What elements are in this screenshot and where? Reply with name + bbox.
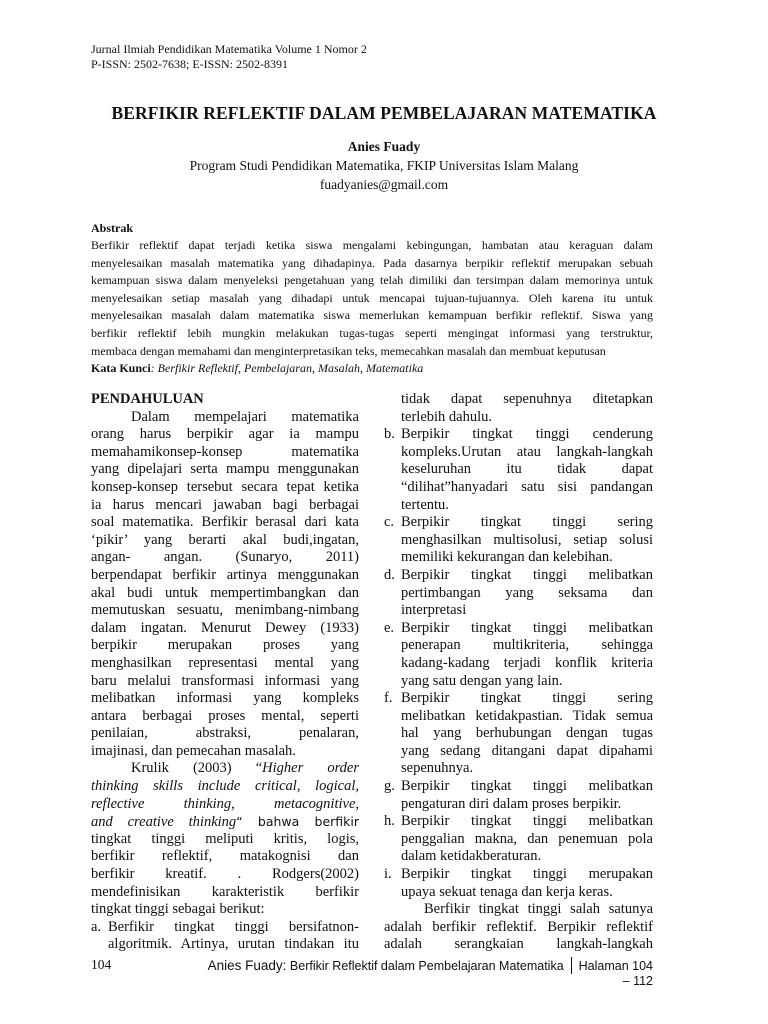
- list-item-d: d. Berpikir tingkat tinggi melibatkan: [384, 566, 653, 583]
- journal-issn: P-ISSN: 2502-7638; E-ISSN: 2502-8391: [91, 57, 289, 71]
- body-line: ia harus mencari jawaban bagi berbagai: [91, 496, 359, 513]
- abstract-line: menyelesaikan setiap masalah yang dihadapi untuk mencapai tujuan-tujuannya. Oleh karena itu untuk: [91, 290, 653, 305]
- list-item-line: kompleks.Urutan atau langkah-langkah: [401, 443, 653, 460]
- body-line: adalah serangkaian langkah-langkah: [384, 936, 653, 953]
- body-line: Berfikir tingkat tinggi salah satunya: [424, 901, 653, 918]
- body-line: tingkat tinggi meliputi kritis, logis,: [91, 830, 359, 847]
- list-item-a-line: terlebih dahulu.: [401, 408, 493, 425]
- list-item-f: f. Berpikir tingkat tinggi sering: [384, 690, 653, 707]
- list-item-line: penggalian makna, dan penemuan pola: [401, 830, 653, 847]
- abstract-line: menyelesaikan masalah dalam matematika siswa memerlukan kemampuan berfikir reflektif. Siswa yang: [91, 308, 653, 323]
- body-line: angan- angan. (Sunaryo, 2011): [91, 549, 359, 566]
- body-line: berfikir reflektif, matakognisi dan: [91, 848, 359, 865]
- body-line: [91, 760, 359, 778]
- list-label: a.: [91, 918, 102, 935]
- abstract-line: menyelesaikan masalah matematika yang dihadapinya. Pada dasarnya berpikir reflektif merupakan sebuah: [91, 255, 653, 270]
- list-item-line: memiliki kekurangan dan kelebihan.: [401, 549, 613, 566]
- list-item-line: melibatkan ketidakpastian. Tidak semua: [401, 707, 653, 724]
- list-item-line: pertimbangan yang seksama dan: [401, 584, 653, 601]
- body-line: yang dipelajari serta mampu menggunakan: [91, 461, 359, 478]
- abstract-line: Berfikir reflektif dapat terjadi ketika siswa mengalami kebingungan, hambatan atau keraguan dalam: [91, 238, 653, 252]
- list-label: g.: [384, 778, 395, 795]
- list-item-line: dalam ketidakberaturan.: [401, 848, 542, 865]
- body-line: berpikir merupakan proses yang: [91, 637, 359, 654]
- list-item-line: kadang-kadang terjadi konflik kriteria: [401, 654, 653, 671]
- abstract-line: kemampuan siswa dalam menyeleksi pengetahuan yang telah dimiliki dan tersimpan dalam memorinya untuk: [91, 273, 653, 288]
- quote-text: and creative thinking: [91, 814, 237, 831]
- list-item-line: upaya sekuat tenaga dan kerja keras.: [401, 883, 613, 900]
- body-line: adalah berfikir reflektif. Berpikir reflektif: [384, 918, 653, 935]
- list-item-e: e. Berpikir tingkat tinggi melibatkan: [384, 619, 653, 636]
- body-line: berpendapat berfikir artinya menggunakan: [91, 566, 359, 583]
- body-line: mendefinisikan karakteristik berfikir: [91, 883, 359, 900]
- list-label: c.: [384, 514, 395, 531]
- list-item-line: sepenuhnya.: [401, 760, 474, 777]
- body-line: melibatkan informasi yang kompleks: [91, 690, 359, 707]
- body-line: konsep-konsep tersebut secara tepat ketika: [91, 478, 359, 495]
- footer-article: Berfikir Reflektif dalam Pembelajaran Matematika: [289, 959, 564, 973]
- list-item-line: yang sedang ditangani dapat dipahami: [401, 742, 653, 759]
- abstract-line: berfikir reflektif lebih mungkin melakukan tugas-tugas seperti mengingat informasi yang terstruktur,: [91, 325, 653, 340]
- body-text: “ bahwa berfikir: [236, 814, 359, 830]
- list-label: f.: [384, 690, 393, 707]
- list-item-line: penerapan multikriteria, sehingga: [401, 637, 653, 654]
- footer-pages: Halaman 104 – 112: [578, 959, 653, 988]
- body-line: ‘pikir’ yang berarti akal budi,ingatan,: [91, 531, 359, 548]
- paper-title: BERFIKIR REFLEKTIF DALAM PEMBELAJARAN MATEMATIKA: [111, 103, 657, 123]
- list-item-line: hal yang berhubungan dengan tugas: [401, 725, 653, 742]
- list-item-b: b. Berpikir tingkat tinggi cenderung: [384, 426, 653, 443]
- list-label: b.: [384, 426, 395, 443]
- abstract-body: [91, 237, 653, 360]
- list-item-line: tertentu.: [401, 496, 449, 513]
- body-line: antara berbagai proses mental, seperti: [91, 707, 359, 724]
- list-item-a: a. Berfikir tingkat tinggi bersifatnon-: [91, 918, 359, 935]
- left-column: [91, 391, 359, 954]
- list-item-c: c. Berpikir tingkat tinggi sering: [384, 514, 653, 531]
- footer-divider: [571, 957, 572, 974]
- section-heading: PENDAHULUAN: [91, 391, 204, 407]
- journal-header: [91, 42, 367, 72]
- abstract-line: membaca dengan memahami dan menginterpretasikan teks, memecahkan masalah dan membuat keputusan: [91, 343, 606, 358]
- body-line: menghasilkan representasi mental yang: [91, 654, 359, 671]
- body-line: dalam ingatan. Menurut Dewey (1933): [91, 619, 359, 636]
- body-line: berfikir kreatif. . Rodgers(2002): [91, 866, 359, 883]
- list-item-line: interpretasi: [401, 602, 467, 619]
- list-item-a-line: tidak dapat sepenuhnya ditetapkan: [401, 391, 653, 407]
- list-label: i.: [384, 866, 392, 883]
- body-line: penilaian, abstraksi, penalaran,: [91, 725, 359, 742]
- quote-text: Higher order: [262, 760, 359, 777]
- body-line: baru melalui transformasi informasi yang: [91, 672, 359, 689]
- list-item-line: menghasilkan multisolusi, setiap solusi: [401, 531, 653, 548]
- quote-line: reflective thinking, metacognitive,: [91, 795, 359, 812]
- body-line: memutuskan sesuatu, menimbang-nimbang: [91, 602, 359, 619]
- right-column: [384, 391, 653, 954]
- list-item-line: keseluruhan itu tidak dapat: [401, 461, 653, 478]
- body-line: tingkat tinggi sebagai berikut:: [91, 901, 265, 918]
- list-item-a-line: algoritmik. Artinya, urutan tindakan itu: [108, 936, 359, 953]
- quote-line: thinking skills include critical, logical,: [91, 778, 359, 795]
- running-footer: [200, 957, 653, 988]
- list-label: e.: [384, 619, 395, 636]
- list-label: d.: [384, 566, 395, 583]
- list-item-h: h. Berpikir tingkat tinggi melibatkan: [384, 813, 653, 830]
- body-line: Dalam mempelajari matematika: [131, 408, 359, 425]
- list-item-line: “dilihat”hanyadari satu sisi pandangan: [401, 478, 653, 495]
- keywords-label: Kata Kunci: [91, 361, 151, 375]
- list-item-i: i. Berpikir tingkat tinggi merupakan: [384, 866, 653, 883]
- list-item-line: pengaturan diri dalam proses berpikir.: [401, 795, 622, 812]
- list-label: h.: [384, 813, 395, 830]
- author-affiliation: Program Studi Pendidikan Matematika, FKIP Universitas Islam Malang: [189, 158, 579, 173]
- author-info: [0, 156, 768, 194]
- author-name: Anies Fuady: [347, 139, 421, 154]
- body-line: imajinasi, dan pemecahan masalah.: [91, 742, 296, 759]
- footer-author: Anies Fuady:: [207, 958, 287, 973]
- citation: Krulik (2003) “: [131, 760, 263, 777]
- abstract-heading: Abstrak: [91, 221, 134, 235]
- journal-name: Jurnal Ilmiah Pendidikan Matematika Volume 1 Nomor 2: [91, 42, 367, 56]
- author-email: fuadyanies@gmail.com: [319, 177, 449, 192]
- body-line: akal budi untuk mempertimbangkan dan: [91, 584, 359, 601]
- body-line: [91, 813, 359, 831]
- keywords-text: : Berfikir Reflektif, Pembelajaran, Masalah, Matematika: [150, 361, 424, 375]
- body-line: orang harus berpikir agar ia mampu: [91, 426, 359, 443]
- page-number: 104: [91, 957, 112, 972]
- body-line: memahamikonsep-konsep matematika: [91, 443, 359, 460]
- keywords: [91, 361, 423, 376]
- list-item-g: g. Berpikir tingkat tinggi melibatkan: [384, 778, 653, 795]
- list-item-line: yang satu dengan yang lain.: [401, 672, 563, 689]
- body-line: soal matematika. Berfikir berasal dari kata: [91, 514, 359, 531]
